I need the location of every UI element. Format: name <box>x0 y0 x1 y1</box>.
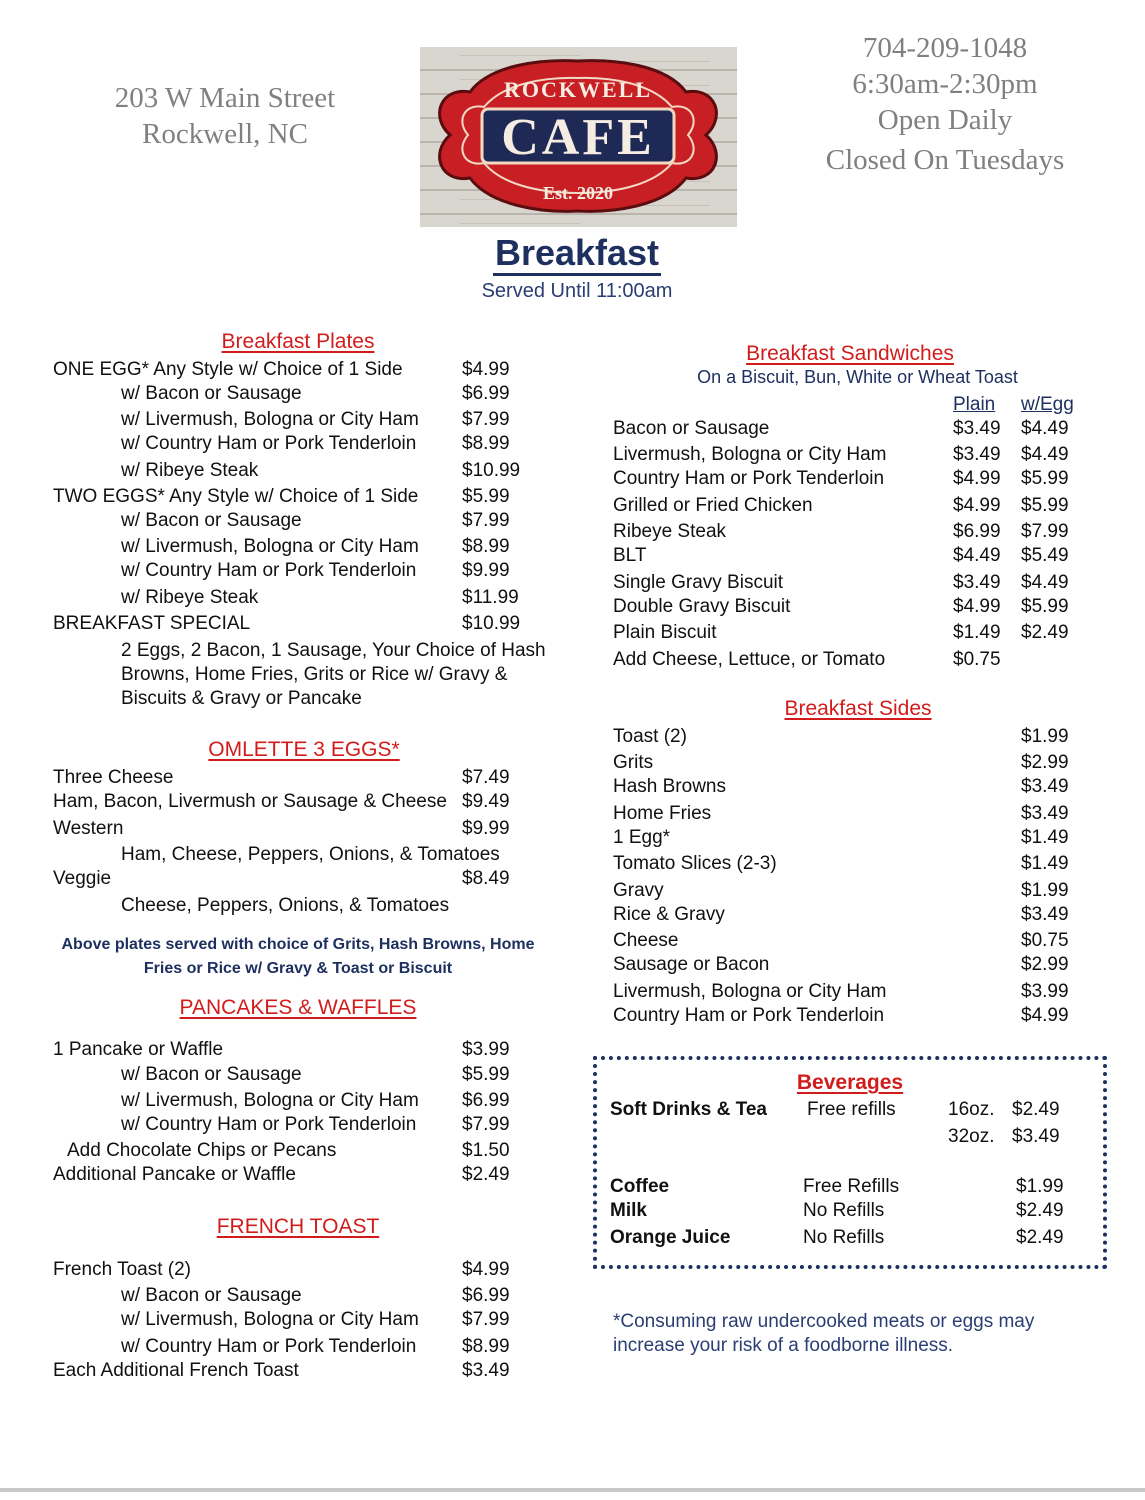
sandwich-plain-price: $1.49 <box>953 622 1001 643</box>
menu-item <box>67 1139 532 1163</box>
omelette-heading <box>100 738 508 762</box>
sandwich-egg-price: $5.99 <box>1021 596 1069 617</box>
menu-item-price: $8.99 <box>462 536 510 557</box>
menu-item <box>53 485 532 509</box>
phone-number: 704-209-1048 <box>862 32 1028 64</box>
menu-item-name: w/ Bacon or Sausage <box>121 383 302 404</box>
menu-item-price: $3.49 <box>462 1360 510 1381</box>
sandwich-name: Double Gravy Biscuit <box>613 596 791 617</box>
cafe-logo <box>420 47 737 227</box>
side-row <box>613 903 1083 927</box>
menu-item-price: $3.99 <box>462 1039 510 1060</box>
menu-item <box>53 867 532 891</box>
side-row <box>613 929 1083 953</box>
logo-bottom-text: Est. 2020 <box>542 183 614 203</box>
menu-item-price: $2.49 <box>462 1164 510 1185</box>
sandwich-name: Livermush, Bologna or City Ham <box>613 444 887 465</box>
menu-item <box>121 459 532 483</box>
menu-item-name: w/ Livermush, Bologna or City Ham <box>121 1090 419 1111</box>
menu-item <box>121 382 532 406</box>
footnote-line-1: *Consuming raw undercooked meats or eggs may <box>613 1311 1035 1332</box>
menu-item-name: Add Chocolate Chips or Pecans <box>67 1140 337 1161</box>
menu-item-name: w/ Country Ham or Pork Tenderloin <box>121 1114 417 1135</box>
side-row <box>613 879 1083 903</box>
sandwich-plain-price: $3.49 <box>953 418 1001 439</box>
menu-item <box>121 1308 532 1332</box>
menu-item-name: Western <box>53 818 124 839</box>
menu-item <box>121 1284 532 1308</box>
menu-item-price: $9.99 <box>462 560 510 581</box>
sandwich-row <box>613 467 1083 491</box>
side-row <box>613 852 1083 876</box>
menu-item <box>121 535 532 559</box>
side-price: $3.49 <box>1021 776 1069 797</box>
menu-item-price: $5.99 <box>462 486 510 507</box>
menu-item-name: w/ Bacon or Sausage <box>121 510 302 531</box>
side-name: Livermush, Bologna or City Ham <box>613 981 887 1002</box>
menu-item-name: BREAKFAST SPECIAL <box>53 613 251 634</box>
plates-note-line-1: Above plates served with choice of Grits, Hash Browns, Home <box>61 936 535 953</box>
menu-item-price: $9.99 <box>462 818 510 839</box>
logo-main-text: CAFE <box>501 109 655 166</box>
pancakes-heading-text: PANCAKES & WAFFLES <box>179 996 417 1019</box>
menu-item-price: $4.99 <box>462 359 510 380</box>
menu-item-price: $10.99 <box>462 613 521 634</box>
beverage-size: 16oz. <box>948 1099 995 1120</box>
menu-item <box>53 1359 532 1383</box>
menu-item-price: $8.49 <box>462 868 510 889</box>
side-name: 1 Egg* <box>613 827 671 848</box>
menu-item-price: $6.99 <box>462 383 510 404</box>
side-row <box>613 775 1083 799</box>
menu-item <box>53 766 532 790</box>
hours-text: 6:30am-2:30pm <box>852 68 1038 100</box>
open-daily-text: Open Daily <box>877 104 1013 136</box>
sides-heading-text: Breakfast Sides <box>784 697 932 720</box>
col-egg-header: w/Egg <box>1021 394 1074 415</box>
menu-item-name: Ham, Bacon, Livermush or Sausage & Cheese <box>53 791 447 812</box>
sandwich-row <box>613 417 1083 441</box>
side-row <box>613 980 1083 1004</box>
menu-item-price: $7.99 <box>462 1309 510 1330</box>
menu-item <box>121 1063 532 1087</box>
menu-item <box>121 687 532 711</box>
side-name: Hash Browns <box>613 776 726 797</box>
side-row <box>613 725 1083 749</box>
sandwich-row <box>613 544 1083 568</box>
sandwich-egg-price: $4.49 <box>1021 444 1069 465</box>
beverage-row <box>610 1125 1090 1149</box>
sandwich-row <box>613 595 1083 619</box>
beverage-name: Coffee <box>610 1176 670 1197</box>
sides-heading <box>658 697 1058 721</box>
beverage-refill: Free refills <box>807 1099 896 1120</box>
side-name: Country Ham or Pork Tenderloin <box>613 1005 885 1026</box>
sandwich-plain-price: $3.49 <box>953 572 1001 593</box>
menu-item-name: w/ Livermush, Bologna or City Ham <box>121 536 419 557</box>
sandwich-egg-price: $5.99 <box>1021 468 1069 489</box>
sandwich-plain-price: $6.99 <box>953 521 1001 542</box>
beverage-price: $2.49 <box>1016 1200 1064 1221</box>
menu-item-name: 1 Pancake or Waffle <box>53 1039 224 1060</box>
side-row <box>613 802 1083 826</box>
side-row <box>613 826 1083 850</box>
menu-item <box>121 586 532 610</box>
closed-text: Closed On Tuesdays <box>825 144 1065 176</box>
side-name: Home Fries <box>613 803 712 824</box>
beverage-price: $2.49 <box>1012 1099 1060 1120</box>
menu-item <box>121 663 532 687</box>
beverages-heading-text: Beverages <box>796 1071 904 1094</box>
beverage-row <box>610 1199 1090 1223</box>
menu-item-name: Ham, Cheese, Peppers, Onions, & Tomatoes <box>121 844 500 865</box>
sandwich-egg-price: $4.49 <box>1021 572 1069 593</box>
page-subtitle: Served Until 11:00am <box>481 280 673 302</box>
menu-item-price: $8.99 <box>462 433 510 454</box>
menu-item <box>121 894 532 918</box>
beverage-price: $1.99 <box>1016 1176 1064 1197</box>
menu-item-name: Additional Pancake or Waffle <box>53 1164 296 1185</box>
menu-item-name: TWO EGGS* Any Style w/ Choice of 1 Side <box>53 486 419 507</box>
menu-item-price: $6.99 <box>462 1285 510 1306</box>
menu-item-name: w/ Bacon or Sausage <box>121 1285 302 1306</box>
menu-item <box>121 843 532 867</box>
menu-item-price: $4.99 <box>462 1259 510 1280</box>
sandwich-egg-price: $5.49 <box>1021 545 1069 566</box>
beverages-heading <box>650 1071 1050 1095</box>
sandwiches-heading-text: Breakfast Sandwiches <box>746 342 954 365</box>
side-price: $1.49 <box>1021 853 1069 874</box>
side-name: Rice & Gravy <box>613 904 725 925</box>
side-row <box>613 751 1083 775</box>
menu-item <box>121 1089 532 1113</box>
sandwich-plain-price: $0.75 <box>953 649 1001 670</box>
sandwich-row <box>613 520 1083 544</box>
menu-item-price: $7.49 <box>462 767 510 788</box>
sandwich-row <box>613 443 1083 467</box>
omelette-heading-text: OMLETTE 3 EGGS* <box>208 738 400 761</box>
side-name: Toast (2) <box>613 726 687 747</box>
menu-item-name: 2 Eggs, 2 Bacon, 1 Sausage, Your Choice of Hash <box>121 640 546 661</box>
menu-item <box>53 790 532 814</box>
beverage-name: Soft Drinks & Tea <box>610 1099 767 1120</box>
menu-item-name: w/ Country Ham or Pork Tenderloin <box>121 560 417 581</box>
menu-item <box>121 559 532 583</box>
side-price: $3.49 <box>1021 803 1069 824</box>
sandwich-row <box>613 648 1083 672</box>
side-name: Gravy <box>613 880 664 901</box>
beverage-refill: No Refills <box>803 1200 885 1221</box>
plates-note <box>40 933 556 981</box>
sandwich-name: Grilled or Fried Chicken <box>613 495 813 516</box>
french-toast-heading <box>100 1215 496 1239</box>
menu-item-price: $10.99 <box>462 460 521 481</box>
side-name: Cheese <box>613 930 679 951</box>
address-line-2: Rockwell, NC <box>142 118 308 150</box>
menu-item <box>121 1335 532 1359</box>
sandwich-plain-price: $4.99 <box>953 495 1001 516</box>
sandwich-name: Bacon or Sausage <box>613 418 770 439</box>
address <box>60 80 390 152</box>
menu-item-name: w/ Country Ham or Pork Tenderloin <box>121 1336 417 1357</box>
beverage-row <box>610 1175 1090 1199</box>
footnote-line-2: increase your risk of a foodborne illness. <box>613 1335 954 1356</box>
menu-item <box>121 509 532 533</box>
menu-item-name: w/ Ribeye Steak <box>121 587 259 608</box>
sandwiches-heading <box>650 342 1050 366</box>
side-price: $2.99 <box>1021 752 1069 773</box>
sandwich-plain-price: $4.99 <box>953 468 1001 489</box>
menu-item-price: $6.99 <box>462 1090 510 1111</box>
beverage-row <box>610 1226 1090 1250</box>
sandwich-name: Add Cheese, Lettuce, or Tomato <box>613 649 886 670</box>
sandwich-plain-price: $4.99 <box>953 596 1001 617</box>
menu-item-price: $1.50 <box>462 1140 510 1161</box>
logo-top-text: ROCKWELL <box>503 77 653 102</box>
sandwich-name: Single Gravy Biscuit <box>613 572 784 593</box>
beverage-refill: Free Refills <box>803 1176 900 1197</box>
menu-item <box>53 1163 532 1187</box>
beverage-row <box>610 1098 1090 1122</box>
side-row <box>613 1004 1083 1028</box>
menu-item-name: w/ Country Ham or Pork Tenderloin <box>121 433 417 454</box>
sandwich-plain-price: $4.49 <box>953 545 1001 566</box>
sandwiches-subheading: On a Biscuit, Bun, White or Wheat Toast <box>697 367 1018 387</box>
pancakes-heading <box>100 996 496 1020</box>
breakfast-plates-heading-text: Breakfast Plates <box>221 330 375 353</box>
sandwich-egg-price: $7.99 <box>1021 521 1069 542</box>
menu-item-name: French Toast (2) <box>53 1259 191 1280</box>
address-line-1: 203 W Main Street <box>114 82 336 114</box>
sandwich-name: Ribeye Steak <box>613 521 727 542</box>
side-price: $3.49 <box>1021 904 1069 925</box>
page-title-text: Breakfast <box>493 232 661 276</box>
col-plain-header: Plain <box>953 394 996 415</box>
bottom-divider <box>0 1488 1145 1492</box>
menu-item <box>53 1038 532 1062</box>
menu-item-name: Each Additional French Toast <box>53 1360 299 1381</box>
menu-item-name: Veggie <box>53 868 112 889</box>
side-price: $4.99 <box>1021 1005 1069 1026</box>
sandwich-name: BLT <box>613 545 647 566</box>
footnote <box>613 1310 1034 1358</box>
side-price: $1.99 <box>1021 880 1069 901</box>
menu-item <box>53 612 532 636</box>
menu-item-price: $8.99 <box>462 1336 510 1357</box>
sandwich-name: Plain Biscuit <box>613 622 717 643</box>
sandwich-row <box>613 494 1083 518</box>
menu-item <box>53 358 532 382</box>
menu-item-name: w/ Livermush, Bologna or City Ham <box>121 1309 419 1330</box>
menu-item-name: Browns, Home Fries, Grits or Rice w/ Gravy & <box>121 664 508 685</box>
menu-item-name: w/ Bacon or Sausage <box>121 1064 302 1085</box>
menu-item-price: $11.99 <box>462 587 519 608</box>
page-title <box>372 232 782 274</box>
side-price: $1.99 <box>1021 726 1069 747</box>
side-price: $1.49 <box>1021 827 1069 848</box>
side-price: $0.75 <box>1021 930 1069 951</box>
contact-hours <box>790 30 1100 178</box>
side-name: Sausage or Bacon <box>613 954 770 975</box>
menu-item-price: $7.99 <box>462 510 510 531</box>
menu-item-name: w/ Ribeye Steak <box>121 460 259 481</box>
menu-item <box>121 408 532 432</box>
beverage-price: $3.49 <box>1012 1126 1060 1147</box>
sandwich-egg-price: $4.49 <box>1021 418 1069 439</box>
side-name: Tomato Slices (2-3) <box>613 853 777 874</box>
menu-item <box>121 639 546 663</box>
sandwich-name: Country Ham or Pork Tenderloin <box>613 468 885 489</box>
side-price: $2.99 <box>1021 954 1069 975</box>
sandwich-row <box>613 621 1083 645</box>
beverage-size: 32oz. <box>948 1126 995 1147</box>
menu-item <box>121 1113 532 1137</box>
sandwich-plain-price: $3.49 <box>953 444 1001 465</box>
side-price: $3.99 <box>1021 981 1069 1002</box>
menu-item-name: Cheese, Peppers, Onions, & Tomatoes <box>121 895 450 916</box>
menu-item-price: $9.49 <box>462 791 510 812</box>
beverage-name: Milk <box>610 1200 647 1221</box>
sandwich-row <box>613 571 1083 595</box>
beverage-refill: No Refills <box>803 1227 885 1248</box>
menu-item-name: ONE EGG* Any Style w/ Choice of 1 Side <box>53 359 403 380</box>
menu-item-price: $7.99 <box>462 1114 510 1135</box>
menu-item-price: $5.99 <box>462 1064 510 1085</box>
menu-item-name: Three Cheese <box>53 767 174 788</box>
beverage-name: Orange Juice <box>610 1227 731 1248</box>
beverage-price: $2.49 <box>1016 1227 1064 1248</box>
menu-item <box>53 817 532 841</box>
breakfast-plates-heading <box>100 330 496 354</box>
menu-item-name: w/ Livermush, Bologna or City Ham <box>121 409 419 430</box>
menu-item-price: $7.99 <box>462 409 510 430</box>
french-toast-heading-text: FRENCH TOAST <box>216 1215 380 1238</box>
side-row <box>613 953 1083 977</box>
menu-item-name: Biscuits & Gravy or Pancake <box>121 688 362 709</box>
sandwich-egg-price: $5.99 <box>1021 495 1069 516</box>
side-name: Grits <box>613 752 654 773</box>
plates-note-line-2: Fries or Rice w/ Gravy & Toast or Biscuit <box>143 960 453 977</box>
menu-item <box>53 1258 532 1282</box>
sandwich-egg-price: $2.49 <box>1021 622 1069 643</box>
menu-item <box>121 432 532 456</box>
